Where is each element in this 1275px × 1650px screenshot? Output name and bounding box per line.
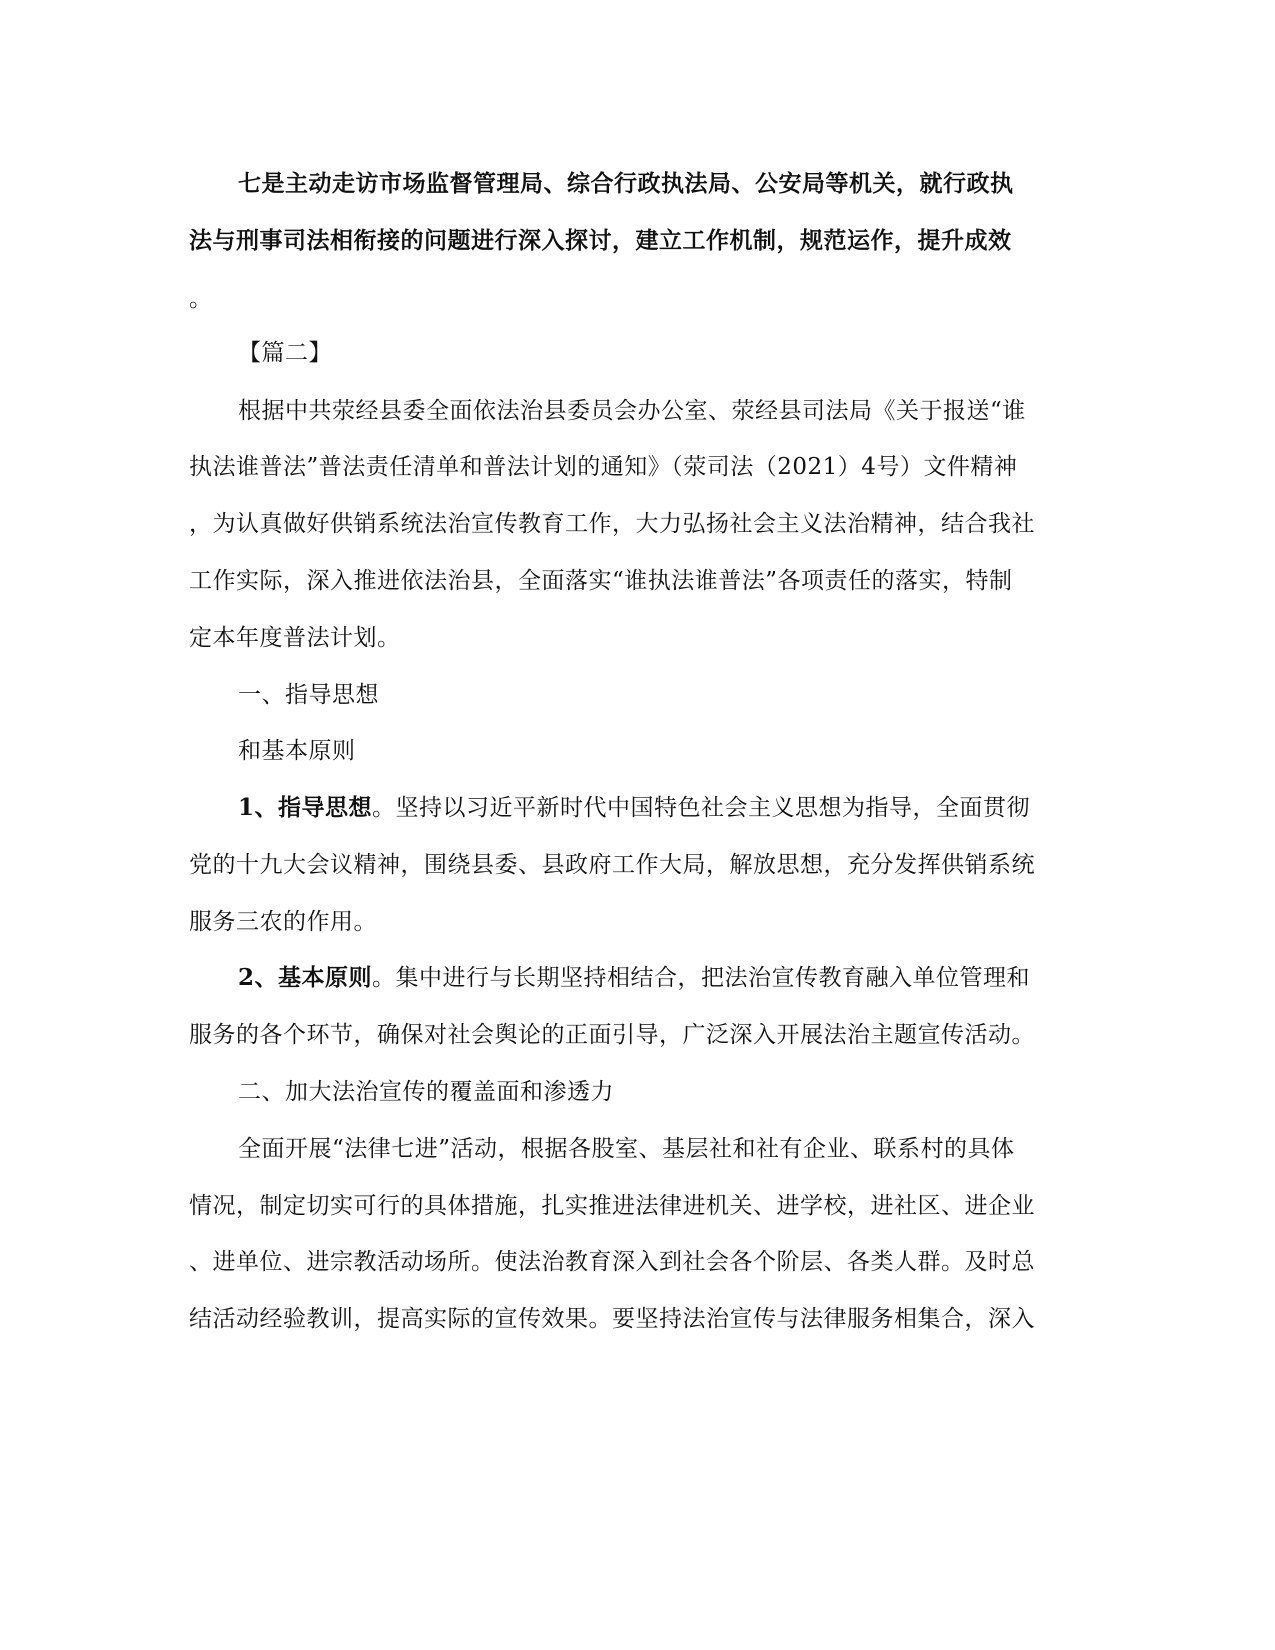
section-heading: 一、指导思想 [238,682,379,708]
paragraph-line: 服务三农的作用。 [189,909,377,935]
paragraph-line: 党的十九大会议精神，围绕县委、县政府工作大局，解放思想，充分发挥供销系统 [189,852,1035,878]
section-heading: 和基本原则 [238,738,356,764]
paragraph-line: 结活动经验教训，提高实际的宣传效果。要坚持法治宣传与法律服务相集合，深入 [189,1306,1035,1332]
paragraph-line: 情况，制定切实可行的具体措施，扎实推进法律进机关、进学校，进社区、进企业 [189,1193,1035,1219]
paragraph-line: 全面开展“法律七进”活动，根据各股室、基层社和社有企业、联系村的具体 [238,1136,1015,1162]
section-heading: 【篇二】 [238,340,332,366]
paragraph-line: 、进单位、进宗教活动场所。使法治教育深入到社会各个阶层、各类人群。及时总 [189,1249,1035,1275]
paragraph-line: 执法谁普法”普法责任清单和普法计划的通知》（荥司法（2021）4号）文件精神 [189,454,1018,480]
paragraph-text: 。集中进行与长期坚持相结合，把法治宣传教育融入单位管理和 [372,965,1031,991]
bold-label: 1、指导思想 [238,794,373,821]
paragraph-line: 法与刑事司法相衔接的问题进行深入探讨，建立工作机制，规范运作，提升成效 [189,227,1012,254]
paragraph-line: ，为认真做好供销系统法治宣传教育工作，大力弘扬社会主义法治精神，结合我社 [189,511,1035,537]
paragraph-line: 。 [189,286,213,312]
paragraph-line [238,962,1138,994]
paragraph-text: 。坚持以习近平新时代中国特色社会主义思想为指导，全面贯彻 [372,795,1031,821]
paragraph-line: 定本年度普法计划。 [189,625,401,651]
paragraph-line [238,792,1138,824]
paragraph-line: 七是主动走访市场监督管理局、综合行政执法局、公安局等机关，就行政执 [238,170,1014,197]
paragraph-line: 服务的各个环节，确保对社会舆论的正面引导，广泛深入开展法治主题宣传活动。 [189,1022,1035,1048]
section-heading: 二、加大法治宣传的覆盖面和渗透力 [238,1079,614,1105]
paragraph-line: 工作实际，深入推进依法治县，全面落实“谁执法谁普法”各项责任的落实，特制 [189,568,1013,594]
bold-label: 2、基本原则 [238,964,373,991]
paragraph-line: 根据中共荥经县委全面依法治县委员会办公室、荥经县司法局《关于报送“谁 [238,398,1026,424]
